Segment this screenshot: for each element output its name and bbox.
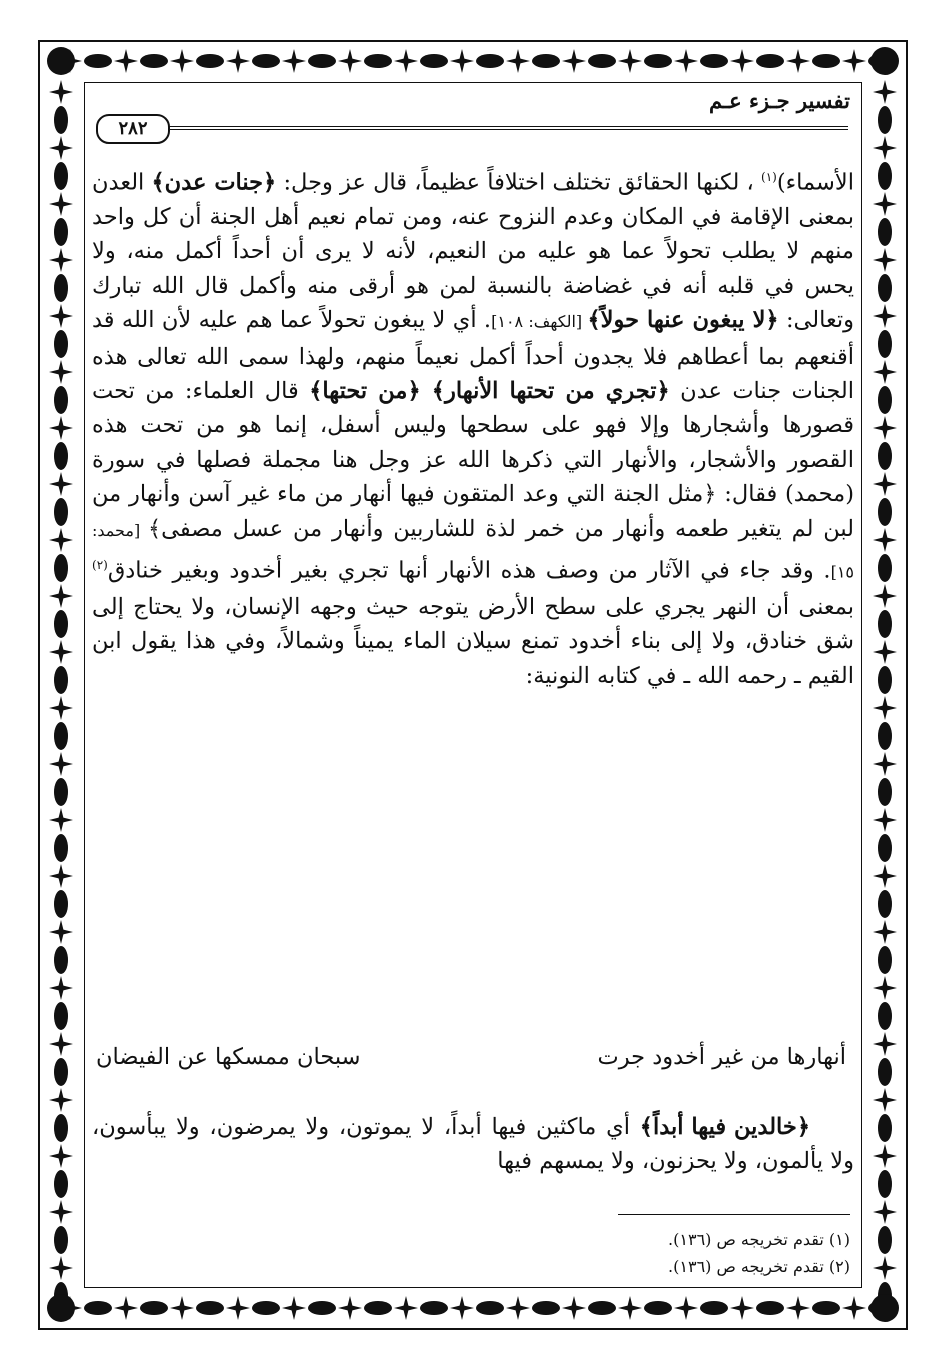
border-ornament	[878, 1058, 892, 1086]
verse-first-hemistich: أنهارها من غير أخدود جرت	[597, 1044, 846, 1070]
border-ornament	[878, 610, 892, 638]
border-ornament	[878, 274, 892, 302]
border-ornament	[618, 1296, 642, 1320]
border-ornament	[878, 778, 892, 806]
border-ornament	[878, 442, 892, 470]
border-ornament	[170, 1296, 194, 1320]
border-ornament	[878, 330, 892, 358]
border-ornament	[588, 1301, 616, 1315]
border-ornament	[873, 304, 897, 328]
border-ornament	[873, 1200, 897, 1224]
border-ornament	[54, 890, 68, 918]
footnotes	[668, 1226, 850, 1280]
border-ornament	[394, 49, 418, 73]
border-ornament	[842, 1296, 866, 1320]
border-ornament	[84, 1301, 112, 1315]
verse-second-hemistich: سبحان ممسكها عن الفيضان	[96, 1044, 361, 1070]
border-ornament	[873, 192, 897, 216]
border-ornament	[674, 1296, 698, 1320]
border-ornament	[338, 49, 362, 73]
border-ornament	[49, 584, 73, 608]
border-ornament	[226, 49, 250, 73]
border-ornament	[54, 498, 68, 526]
border-ornament	[338, 1296, 362, 1320]
surah-reference: [محمد: ١٥]	[92, 520, 854, 582]
border-ornament	[54, 1058, 68, 1086]
quran-quote: ﴿تجري من تحتها الأنهار﴾	[431, 377, 670, 404]
border-ornament	[873, 752, 897, 776]
border-ornament	[49, 808, 73, 832]
border-ornament	[49, 1144, 73, 1168]
border-ornament	[562, 49, 586, 73]
border-ornament	[54, 1002, 68, 1030]
border-ornament	[873, 1256, 897, 1280]
border-ornament	[873, 1088, 897, 1112]
border-ornament	[420, 1301, 448, 1315]
border-ornament	[308, 1301, 336, 1315]
border-ornament	[49, 248, 73, 272]
border-ornament	[54, 946, 68, 974]
border-ornament	[49, 80, 73, 104]
border-ornament	[252, 1301, 280, 1315]
border-ornament	[878, 722, 892, 750]
border-ornament	[54, 162, 68, 190]
border-ornament	[873, 472, 897, 496]
main-text-block-2	[92, 1110, 854, 1179]
border-ornament	[871, 47, 899, 75]
border-ornament	[364, 1301, 392, 1315]
footnote-ref-2: (٢)	[92, 557, 108, 572]
page-number: ٢٨٢	[96, 114, 170, 144]
border-ornament	[873, 640, 897, 664]
border-ornament	[49, 416, 73, 440]
border-ornament	[873, 528, 897, 552]
text-segment: العدن بمعنى الإقامة في المكان وعدم النزوح عنه، ومن تمام نعيم أهل الجنة أن كل واحد منهم لا يطلب تحولاً عما هو عليه من النعيم، لأنه لا يرى أن أحداً أكمل منه، ولا يحس في قلبه أنه في غضاضة بالنسبة لمن هو أرقى منه وأكمل قال الله تبارك وتعالى:	[92, 169, 854, 334]
border-ornament	[878, 890, 892, 918]
border-ornament	[786, 1296, 810, 1320]
border-ornament	[878, 1170, 892, 1198]
border-ornament	[54, 1170, 68, 1198]
border-ornament	[878, 946, 892, 974]
border-ornament	[873, 136, 897, 160]
border-ornament	[532, 1301, 560, 1315]
footnote-1: (١) تقدم تخريجه ص (١٣٦).	[668, 1230, 850, 1249]
border-ornament	[873, 920, 897, 944]
text-segment: . وقد جاء في الآثار من وصف هذه الأنهار أنها تجري بغير أخدود وبغير خنادق	[107, 557, 831, 584]
border-ornament	[49, 1088, 73, 1112]
border-ornament	[84, 54, 112, 68]
border-ornament	[49, 528, 73, 552]
border-ornament	[700, 1301, 728, 1315]
border-ornament	[812, 54, 840, 68]
border-ornament	[308, 54, 336, 68]
border-ornament	[873, 1144, 897, 1168]
border-ornament	[54, 442, 68, 470]
border-ornament	[878, 106, 892, 134]
border-ornament	[170, 49, 194, 73]
border-ornament	[730, 49, 754, 73]
border-ornament	[878, 498, 892, 526]
border-ornament	[47, 1294, 75, 1322]
border-ornament	[812, 1301, 840, 1315]
border-ornament	[700, 54, 728, 68]
border-ornament	[450, 49, 474, 73]
border-ornament	[394, 1296, 418, 1320]
border-ornament	[420, 54, 448, 68]
border-ornament	[873, 80, 897, 104]
paragraph-2	[92, 1110, 854, 1179]
border-ornament	[49, 752, 73, 776]
paragraph-1	[92, 160, 854, 693]
quran-quote: ﴿خالدين فيها أبداً﴾	[639, 1114, 810, 1140]
border-ornament	[644, 1301, 672, 1315]
border-ornament	[873, 696, 897, 720]
border-ornament	[873, 1032, 897, 1056]
poetry-verse	[96, 1044, 846, 1080]
border-ornament	[878, 666, 892, 694]
border-ornament	[878, 218, 892, 246]
border-ornament	[450, 1296, 474, 1320]
border-ornament	[588, 54, 616, 68]
border-ornament	[54, 330, 68, 358]
border-ornament	[49, 360, 73, 384]
border-ornament	[196, 54, 224, 68]
quran-quote: ﴿لا يبغون عنها حولاً﴾	[587, 307, 779, 334]
quran-quote: ﴿من تحتها﴾	[309, 377, 432, 404]
border-ornament	[873, 976, 897, 1000]
border-ornament	[196, 1301, 224, 1315]
border-ornament	[476, 1301, 504, 1315]
border-ornament	[786, 49, 810, 73]
border-ornament	[873, 864, 897, 888]
border-ornament	[54, 386, 68, 414]
border-ornament	[49, 696, 73, 720]
border-ornament	[54, 722, 68, 750]
border-ornament	[54, 554, 68, 582]
text-segment: بمعنى أن النهر يجري على سطح الأرض يتوجه حيث وجهه الإنسان، ولا يحتاج إلى شق خنادق، ولا إلى بناء أخدود تمنع سيلان الماء يميناً وشمالاً، وفي هذا يقول ابن القيم ـ رحمه الله ـ في كتابه النونية:	[92, 593, 854, 689]
border-ornament	[756, 1301, 784, 1315]
border-ornament	[644, 54, 672, 68]
border-ornament	[49, 1032, 73, 1056]
border-ornament	[873, 248, 897, 272]
main-text-block	[92, 160, 854, 693]
border-ornament	[878, 162, 892, 190]
footnote-ref-1: (١)	[761, 170, 777, 184]
border-ornament	[562, 1296, 586, 1320]
border-ornament	[476, 54, 504, 68]
border-ornament	[674, 49, 698, 73]
quran-quote: ﴿مثل الجنة التي وعد المتقون فيها أنهار من ماء غير آسن وأنهار من لبن لم يتغير طعمه وأنهار من خمر لذة للشاربين وأنهار من عسل مصفى﴾	[92, 481, 855, 542]
border-ornament	[54, 218, 68, 246]
border-ornament	[114, 1296, 138, 1320]
border-ornament	[873, 360, 897, 384]
surah-reference: [الكهف: ١٠٨]	[491, 312, 588, 332]
border-ornament	[54, 666, 68, 694]
text-segment: الأسماء)	[776, 169, 854, 196]
border-ornament	[49, 1256, 73, 1280]
border-ornament	[532, 54, 560, 68]
border-ornament	[756, 54, 784, 68]
border-ornament	[364, 54, 392, 68]
border-ornament	[140, 54, 168, 68]
text-segment: قال العلماء: من تحت قصورها وأشجارها وإلا فهو على سطحها وليس أسفل، إنما هو من تحت هذه القصور والأشجار، والأنهار التي ذكرها الله عز وجل هنا مجملة فصلها في سورة (محمد) فقال:	[92, 377, 854, 508]
border-ornament	[282, 49, 306, 73]
border-ornament	[54, 610, 68, 638]
border-ornament	[54, 834, 68, 862]
border-ornament	[506, 49, 530, 73]
border-ornament	[878, 834, 892, 862]
text-segment: . أي لا يبغون تحولاً عما هم عليه لأن الله قد أقنعهم بما أعطاهم فلا يجدون أحداً أكمل نعيماً منهم، ولهذا سمى الله تعالى هذه الجنات جنات عدن	[92, 307, 855, 404]
border-ornament	[54, 778, 68, 806]
border-ornament	[618, 49, 642, 73]
border-ornament	[54, 106, 68, 134]
border-ornament	[49, 192, 73, 216]
border-ornament	[47, 47, 75, 75]
border-ornament	[54, 1226, 68, 1254]
border-ornament	[49, 136, 73, 160]
border-ornament	[140, 1301, 168, 1315]
running-header-title: تفسير جـزء عـم	[708, 88, 850, 113]
text-segment: أي ماكثين فيها أبداً، لا يموتون، ولا يمرضون، ولا يبأسون، ولا يألمون، ولا يحزنون، ولا يمسهم فيها	[92, 1114, 854, 1175]
header-rule	[160, 126, 848, 130]
border-ornament	[878, 554, 892, 582]
border-ornament	[54, 1114, 68, 1142]
border-ornament	[871, 1294, 899, 1322]
border-ornament	[730, 1296, 754, 1320]
border-ornament	[49, 640, 73, 664]
border-ornament	[49, 472, 73, 496]
border-ornament	[114, 49, 138, 73]
footnote-2: (٢) تقدم تخريجه ص (١٣٦).	[668, 1257, 850, 1276]
border-ornament	[49, 976, 73, 1000]
border-ornament	[226, 1296, 250, 1320]
footnote-separator	[618, 1214, 850, 1215]
border-ornament	[49, 864, 73, 888]
quran-quote: ﴿جنات عدن﴾	[151, 169, 277, 196]
border-ornament	[282, 1296, 306, 1320]
border-ornament	[49, 920, 73, 944]
border-ornament	[873, 808, 897, 832]
border-ornament	[842, 49, 866, 73]
border-ornament	[252, 54, 280, 68]
border-ornament	[878, 1114, 892, 1142]
border-ornament	[873, 416, 897, 440]
border-ornament	[878, 386, 892, 414]
border-ornament	[878, 1002, 892, 1030]
text-segment: ، لكنها الحقائق تختلف اختلافاً عظيماً، قال عز وجل:	[276, 169, 761, 196]
border-ornament	[873, 584, 897, 608]
border-ornament	[878, 1226, 892, 1254]
border-ornament	[49, 1200, 73, 1224]
border-ornament	[49, 304, 73, 328]
border-ornament	[506, 1296, 530, 1320]
border-ornament	[54, 274, 68, 302]
